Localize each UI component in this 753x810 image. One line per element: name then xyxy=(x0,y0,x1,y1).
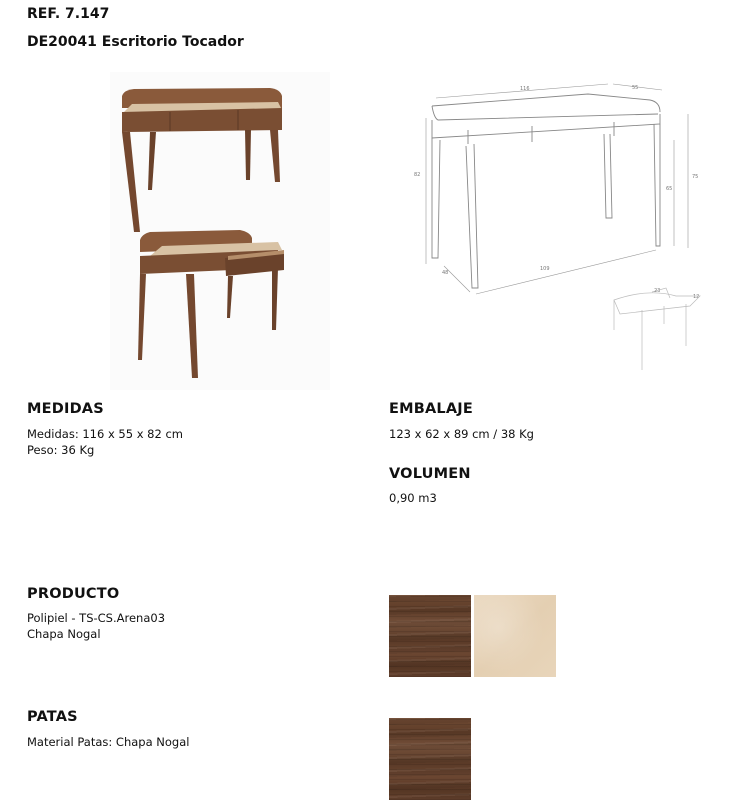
dim-height-label: 82 xyxy=(414,172,421,178)
producto-material-1: Polipiel - TS-CS.Arena03 xyxy=(27,611,166,625)
patas-heading: PATAS xyxy=(27,709,78,725)
mini-desk-sketch xyxy=(614,288,700,370)
producto-heading: PRODUCTO xyxy=(27,586,120,602)
technical-drawing xyxy=(408,78,708,378)
embalaje-heading: EMBALAJE xyxy=(389,401,473,417)
product-ref: REF. 7.147 xyxy=(27,6,110,22)
patas-material: Material Patas: Chapa Nogal xyxy=(27,735,190,749)
mini-label-b: 12 xyxy=(693,294,700,300)
dim-depth-label: 55 xyxy=(632,85,639,91)
dim-bottom-width-label: 109 xyxy=(540,266,550,272)
arena-swatch xyxy=(474,595,556,677)
patas-nogal-swatch xyxy=(389,718,471,800)
product-title: DE20041 Escritorio Tocador xyxy=(27,34,244,50)
medidas-heading: MEDIDAS xyxy=(27,401,104,417)
product-photo xyxy=(110,72,330,390)
medidas-dimensions: Medidas: 116 x 55 x 82 cm xyxy=(27,427,183,441)
embalaje-value: 123 x 62 x 89 cm / 38 Kg xyxy=(389,427,534,441)
mini-label-a: 23 xyxy=(654,288,661,294)
medidas-weight: Peso: 36 Kg xyxy=(27,443,95,457)
dim-side-height-label: 75 xyxy=(692,174,699,180)
dim-inner-height-label: 65 xyxy=(666,186,673,192)
dim-bottom-depth-label: 48 xyxy=(442,270,449,276)
nogal-swatch xyxy=(389,595,471,677)
volumen-value: 0,90 m3 xyxy=(389,491,437,505)
volumen-heading: VOLUMEN xyxy=(389,466,471,482)
dim-width-label: 116 xyxy=(520,86,530,92)
producto-material-2: Chapa Nogal xyxy=(27,627,101,641)
